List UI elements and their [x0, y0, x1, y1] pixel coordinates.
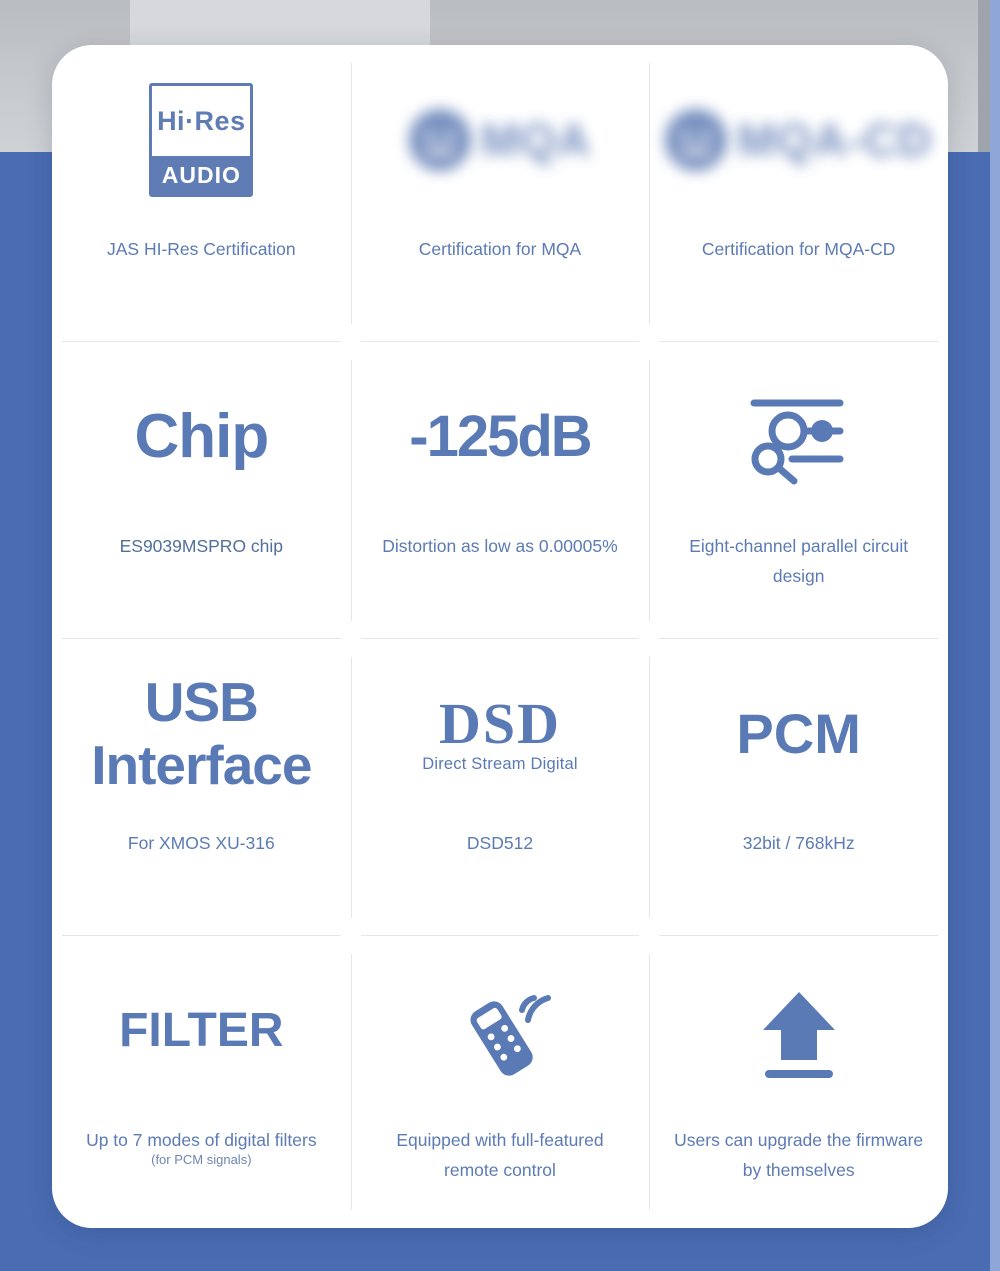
filter-headline-visual: [64, 936, 339, 1126]
usb-headline-visual: [64, 639, 339, 829]
feature-caption: Equipped with full-featured remote control: [396, 1130, 604, 1180]
circuit-icon: [661, 342, 936, 532]
feature-caption: Users can upgrade the firmware by themselves: [674, 1130, 924, 1180]
upload-icon: [661, 936, 936, 1126]
pcm-headline-visual: [661, 639, 936, 829]
feature-caption: 32bit / 768kHz: [742, 833, 855, 853]
feature-caption: Distortion as low as 0.00005%: [382, 536, 618, 556]
feature-caption: Eight-channel parallel circuit design: [689, 536, 909, 586]
mqa-logo: [363, 45, 638, 235]
feature-subcaption: (for PCM signals): [151, 1151, 252, 1167]
feature-caption: For XMOS XU-316: [127, 833, 275, 853]
feature-cell-pcm: [649, 639, 948, 936]
dsd-logo-text: DSD: [438, 690, 561, 756]
mqa-cd-logo: [661, 45, 936, 235]
feature-card: [52, 45, 948, 1228]
feature-cell-filter: [52, 936, 351, 1228]
distortion-headline: -125dB: [409, 403, 591, 469]
feature-caption: DSD512: [466, 833, 534, 853]
feature-cell-remote-control: [351, 936, 650, 1228]
usb-headline: USB Interface: [91, 670, 312, 796]
feature-cell-firmware-upgrade: [649, 936, 948, 1228]
hi-res-audio-logo: [64, 45, 339, 235]
feature-cell-distortion: [351, 342, 650, 639]
feature-cell-dsd: [351, 639, 650, 936]
chip-headline: Chip: [134, 402, 269, 472]
distortion-headline-visual: [363, 342, 638, 532]
hi-res-logo-top-text: Hi·Res: [157, 105, 246, 136]
feature-cell-jas-hi-res: [52, 45, 351, 342]
feature-cell-mqa-cd: [649, 45, 948, 342]
background-right-edge: [990, 0, 1000, 1271]
dsd-logo: [363, 639, 638, 829]
feature-caption: Certification for MQA-CD: [701, 239, 896, 259]
chip-headline-visual: [64, 342, 339, 532]
remote-control-icon: [363, 936, 638, 1126]
filter-headline: FILTER: [119, 1003, 284, 1057]
feature-cell-mqa: [351, 45, 650, 342]
feature-cell-usb-interface: [52, 639, 351, 936]
feature-grid: [52, 45, 948, 1228]
dsd-logo-subtext: Direct Stream Digital: [422, 754, 578, 773]
mqa-logo-text: MQA: [480, 114, 592, 166]
feature-caption: ES9039MSPRO chip: [119, 536, 284, 556]
feature-cell-eight-channel: [649, 342, 948, 639]
hi-res-logo-bottom-text: AUDIO: [152, 156, 250, 194]
mqa-cd-logo-text: MQA-CD: [737, 114, 933, 166]
feature-cell-chip: [52, 342, 351, 639]
pcm-headline: PCM: [736, 701, 861, 765]
mqa-cd-face-icon: [665, 109, 727, 171]
feature-caption: Up to 7 modes of digital filters: [86, 1130, 317, 1150]
mqa-face-icon: [409, 109, 471, 171]
feature-caption: Certification for MQA: [418, 239, 582, 259]
feature-caption: JAS HI-Res Certification: [106, 239, 296, 259]
